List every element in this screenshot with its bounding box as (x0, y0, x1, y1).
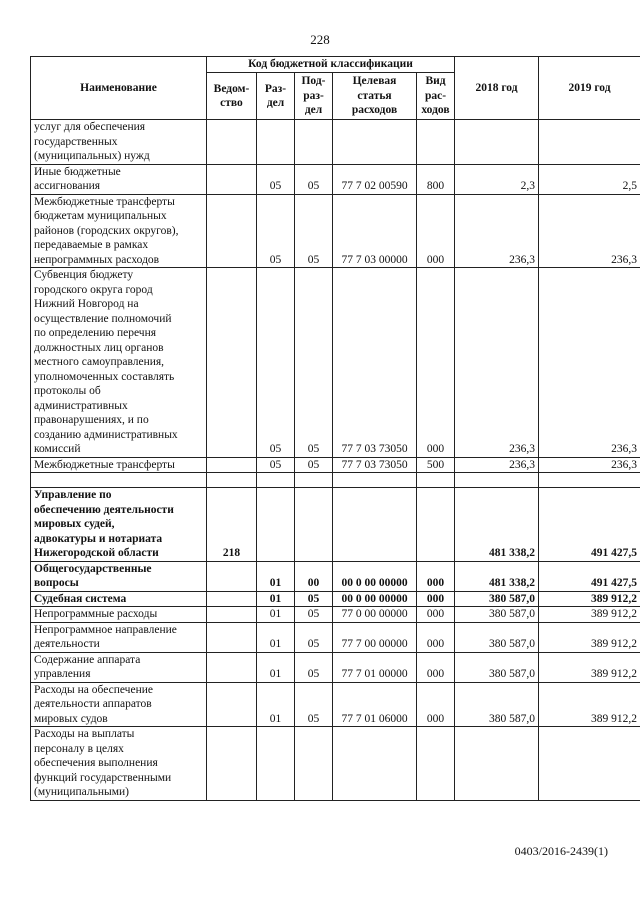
razdel-cell: 01 (257, 561, 295, 591)
amount-2018-cell: 380 587,0 (455, 622, 539, 652)
tselevaya-cell (333, 120, 417, 165)
amount-2019-cell: 491 427,5 (539, 561, 640, 591)
header-line: рас- (424, 89, 447, 102)
podrazdel-cell: 05 (295, 457, 333, 473)
name-cell (31, 268, 207, 458)
amount-2018-cell (455, 727, 539, 801)
podrazdel-cell (295, 120, 333, 165)
vid-cell: 000 (417, 607, 455, 623)
header-line: статья (357, 89, 392, 102)
name-line: функций государственными (34, 771, 172, 784)
name-cell (31, 488, 207, 562)
name-cell (31, 682, 207, 727)
tselevaya-cell (333, 488, 417, 562)
name-line: обеспечения выполнения (34, 757, 158, 769)
podrazdel-cell (295, 727, 333, 801)
podrazdel-cell (295, 473, 333, 488)
vedomstvo-cell: 218 (207, 488, 257, 562)
podrazdel-cell: 05 (295, 268, 333, 458)
tselevaya-cell: 77 7 00 00000 (333, 622, 417, 652)
vedomstvo-cell (207, 473, 257, 488)
name-line: комиссий (34, 443, 81, 455)
table-row (31, 652, 640, 682)
page-number: 228 (310, 32, 330, 47)
razdel-cell (257, 120, 295, 165)
name-line: мировых судей, (34, 518, 115, 530)
podrazdel-cell: 05 (295, 652, 333, 682)
vedomstvo-cell (207, 164, 257, 194)
razdel-cell (257, 727, 295, 801)
vid-cell: 000 (417, 561, 455, 591)
table-row (31, 561, 640, 591)
name-line: (муниципальных) нужд (34, 150, 150, 162)
amount-2019-cell: 236,3 (539, 194, 640, 268)
header-podrazdel (295, 73, 333, 120)
name-line: уполномоченных составлять (34, 370, 175, 383)
amount-2018-cell: 380 587,0 (455, 591, 539, 607)
vedomstvo-cell (207, 457, 257, 473)
amount-2018-cell: 236,3 (455, 457, 539, 473)
amount-2019-cell: 2,5 (539, 164, 640, 194)
podrazdel-cell: 05 (295, 194, 333, 268)
name-line: Содержание аппарата (34, 653, 141, 666)
header-line: ходов (421, 104, 450, 117)
vedomstvo-cell (207, 194, 257, 268)
tselevaya-cell: 77 7 01 00000 (333, 652, 417, 682)
vedomstvo-cell (207, 268, 257, 458)
vid-cell (417, 727, 455, 801)
tselevaya-cell: 77 7 03 73050 (333, 457, 417, 473)
name-line: мировых судов (34, 712, 108, 725)
name-line: адвокатуры и нотариата (34, 532, 163, 545)
amount-2019-cell: 389 912,2 (539, 591, 640, 607)
table-body (31, 120, 640, 801)
name-line: Субвенция бюджету (34, 269, 134, 281)
name-line: Расходы на выплаты (34, 728, 135, 740)
amount-2019-cell: 236,3 (539, 268, 640, 458)
tselevaya-cell (333, 473, 417, 488)
name-line: должностных лиц органов (34, 341, 164, 354)
name-line: Непрограммное направление (34, 623, 177, 636)
podrazdel-cell: 05 (295, 622, 333, 652)
name-cell (31, 591, 207, 607)
razdel-cell: 01 (257, 682, 295, 727)
name-cell (31, 164, 207, 194)
vedomstvo-cell (207, 652, 257, 682)
name-line: по определению перечня (34, 327, 157, 339)
name-line: районов (городских округов), (34, 224, 179, 237)
vid-cell: 000 (417, 622, 455, 652)
amount-2019-cell: 389 912,2 (539, 682, 640, 727)
header-tselevaya (333, 73, 417, 120)
vedomstvo-cell (207, 120, 257, 165)
name-line: созданию административных (34, 428, 178, 441)
name-line: административных (34, 399, 128, 412)
razdel-cell: 05 (257, 457, 295, 473)
tselevaya-cell (333, 727, 417, 801)
table-row (31, 591, 640, 607)
name-line: бюджетам муниципальных (34, 210, 167, 222)
name-cell (31, 561, 207, 591)
name-line: Иные бюджетные (34, 165, 121, 178)
vid-cell: 000 (417, 268, 455, 458)
name-line: Непрограммные расходы (34, 608, 158, 620)
header-line: расходов (351, 104, 398, 117)
vedomstvo-cell (207, 591, 257, 607)
amount-2019-cell: 389 912,2 (539, 607, 640, 623)
table-row (31, 682, 640, 727)
vedomstvo-cell (207, 622, 257, 652)
razdel-cell: 01 (257, 591, 295, 607)
header-line: Целевая (352, 75, 397, 88)
tselevaya-cell: 00 0 00 00000 (333, 591, 417, 607)
amount-2018-cell: 481 338,2 (455, 561, 539, 591)
header-line: Вид (425, 75, 446, 88)
amount-2019-cell: 389 912,2 (539, 622, 640, 652)
header-line: Под- (301, 75, 326, 88)
header-line: дел (266, 97, 285, 109)
name-line: деятельности аппаратов (34, 698, 152, 710)
amount-2019-cell (539, 727, 640, 801)
document-code: 0403/2016-2439(1) (514, 844, 608, 858)
name-line: городского округа город (34, 283, 153, 296)
name-line: непрограммных расходов (34, 253, 160, 266)
razdel-cell: 05 (257, 268, 295, 458)
name-line: Судебная система (34, 592, 127, 605)
vid-cell: 500 (417, 457, 455, 473)
name-line: Расходы на обеспечение (34, 683, 153, 696)
amount-2018-cell (455, 473, 539, 488)
name-line: вопросы (34, 577, 79, 589)
vedomstvo-cell (207, 607, 257, 623)
amount-2019-cell: 491 427,5 (539, 488, 640, 562)
name-line: Нижегородской области (34, 547, 159, 559)
name-line: услуг для обеспечения (34, 121, 146, 133)
amount-2018-cell: 2,3 (455, 164, 539, 194)
table-row (31, 473, 640, 488)
table-row (31, 607, 640, 623)
amount-2018-cell: 380 587,0 (455, 682, 539, 727)
name-cell (31, 607, 207, 623)
vid-cell: 000 (417, 652, 455, 682)
vid-cell (417, 473, 455, 488)
amount-2018-cell: 236,3 (455, 194, 539, 268)
razdel-cell (257, 488, 295, 562)
tselevaya-cell: 77 7 03 00000 (333, 194, 417, 268)
table-row (31, 120, 640, 165)
name-line: Межбюджетные трансферты (34, 458, 175, 471)
header-line: раз- (303, 89, 324, 102)
razdel-cell (257, 473, 295, 488)
name-line: деятельности (34, 638, 100, 650)
header-vedomstvo (207, 73, 257, 120)
podrazdel-cell: 00 (295, 561, 333, 591)
table-row (31, 488, 640, 562)
amount-2019-cell (539, 120, 640, 165)
amount-2018-cell: 236,3 (455, 268, 539, 458)
name-line: Межбюджетные трансферты (34, 195, 175, 208)
table-row (31, 164, 640, 194)
table-row (31, 727, 640, 801)
vedomstvo-cell (207, 561, 257, 591)
amount-2018-cell: 380 587,0 (455, 652, 539, 682)
name-cell (31, 622, 207, 652)
name-line: управления (34, 668, 91, 680)
header-vid (417, 73, 455, 120)
header-line: дел (304, 104, 323, 117)
vid-cell: 000 (417, 194, 455, 268)
name-line: Нижний Новгород на (34, 298, 139, 310)
header-line: Ведом- (213, 82, 250, 95)
name-line: осуществление полномочий (34, 312, 172, 325)
name-line: протоколы об (34, 385, 101, 397)
tselevaya-cell: 77 7 03 73050 (333, 268, 417, 458)
name-cell (31, 120, 207, 165)
razdel-cell: 01 (257, 607, 295, 623)
name-cell (31, 194, 207, 268)
name-line: Общегосударственные (34, 562, 152, 575)
razdel-cell: 01 (257, 622, 295, 652)
podrazdel-cell: 05 (295, 164, 333, 194)
vid-cell: 000 (417, 591, 455, 607)
amount-2019-cell: 389 912,2 (539, 652, 640, 682)
podrazdel-cell: 05 (295, 607, 333, 623)
name-line: передаваемые в рамках (34, 239, 149, 251)
header-classification: Код бюджетной классификации (207, 57, 455, 73)
vid-cell: 800 (417, 164, 455, 194)
header-line: Раз- (264, 82, 287, 95)
name-line: местного самоуправления, (34, 356, 165, 368)
amount-2019-cell: 236,3 (539, 457, 640, 473)
tselevaya-cell: 00 0 00 00000 (333, 561, 417, 591)
table-row (31, 268, 640, 458)
table-row (31, 457, 640, 473)
name-line: (муниципальными) (34, 786, 129, 798)
header-name: Наименование (31, 57, 207, 120)
amount-2018-cell: 380 587,0 (455, 607, 539, 623)
header-2018: 2018 год (455, 57, 539, 120)
name-line: ассигнования (34, 180, 101, 192)
name-cell (31, 727, 207, 801)
tselevaya-cell: 77 0 00 00000 (333, 607, 417, 623)
name-cell (31, 652, 207, 682)
vid-cell (417, 488, 455, 562)
amount-2018-cell: 481 338,2 (455, 488, 539, 562)
header-line: ство (220, 97, 243, 109)
name-line: обеспечению деятельности (34, 503, 174, 516)
tselevaya-cell: 77 7 01 06000 (333, 682, 417, 727)
header-2019: 2019 год (539, 57, 640, 120)
vid-cell (417, 120, 455, 165)
table-row (31, 622, 640, 652)
name-line: Управление по (34, 489, 112, 501)
podrazdel-cell (295, 488, 333, 562)
amount-2018-cell (455, 120, 539, 165)
header-razdel (257, 73, 295, 120)
vid-cell: 000 (417, 682, 455, 727)
budget-table (30, 56, 640, 801)
vedomstvo-cell (207, 727, 257, 801)
name-cell (31, 457, 207, 473)
name-line: персоналу в целях (34, 742, 124, 755)
razdel-cell: 05 (257, 194, 295, 268)
tselevaya-cell: 77 7 02 00590 (333, 164, 417, 194)
amount-2019-cell (539, 473, 640, 488)
vedomstvo-cell (207, 682, 257, 727)
podrazdel-cell: 05 (295, 682, 333, 727)
razdel-cell: 05 (257, 164, 295, 194)
name-cell (31, 473, 207, 488)
name-line: правонарушениях, и по (34, 414, 149, 426)
podrazdel-cell: 05 (295, 591, 333, 607)
razdel-cell: 01 (257, 652, 295, 682)
name-line: государственных (34, 135, 118, 148)
table-row (31, 194, 640, 268)
